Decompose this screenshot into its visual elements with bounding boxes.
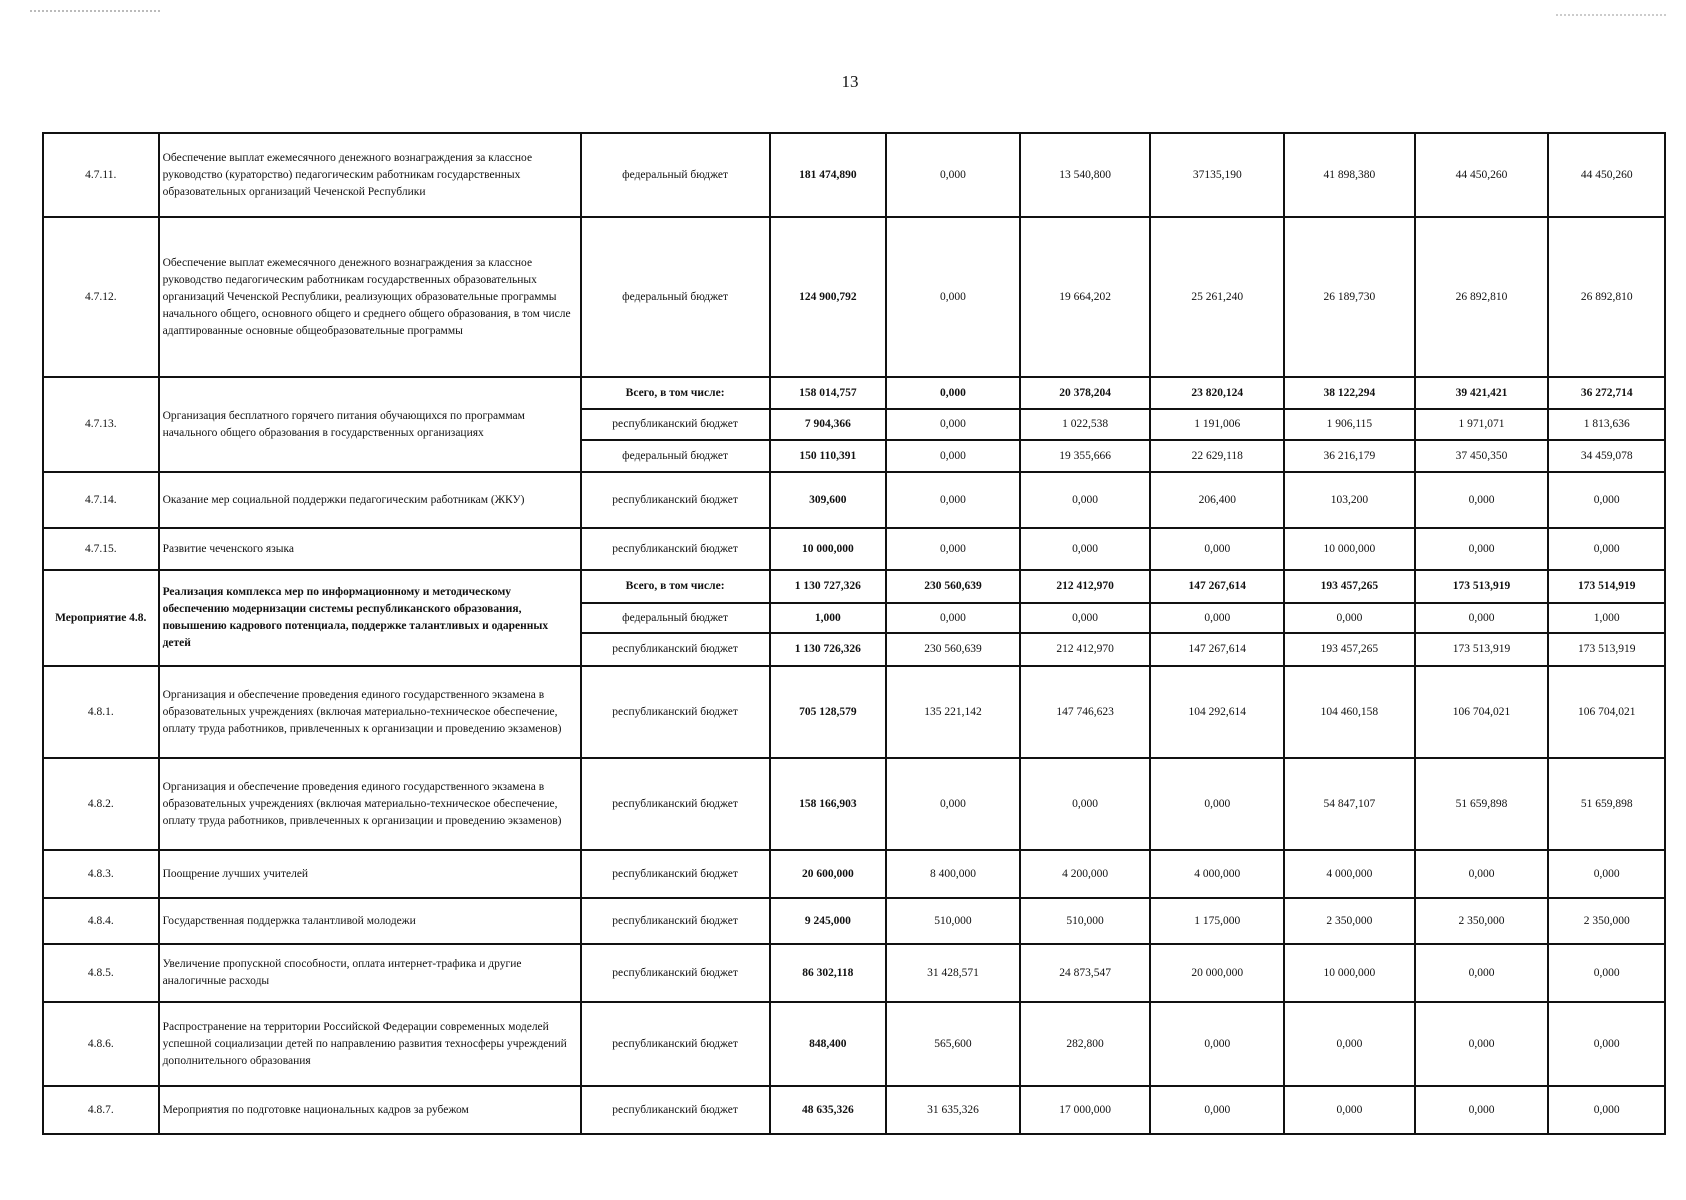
amount-y6: 44 450,260	[1548, 133, 1665, 217]
amount-y4: 10 000,000	[1284, 528, 1415, 570]
amount-y5: 0,000	[1415, 603, 1549, 633]
amount-y2: 282,800	[1020, 1002, 1151, 1086]
amount-y1: 565,600	[886, 1002, 1020, 1086]
amount-y2: 20 378,204	[1020, 377, 1151, 409]
amount-y5: 0,000	[1415, 528, 1549, 570]
activity-name: Развитие чеченского языка	[159, 528, 581, 570]
amount-y3: 0,000	[1150, 758, 1284, 850]
table-row	[43, 1086, 1665, 1134]
amount-y5: 173 513,919	[1415, 570, 1549, 603]
amount-y2: 17 000,000	[1020, 1086, 1151, 1134]
activity-name: Мероприятия по подготовке национальных кадров за рубежом	[159, 1086, 581, 1134]
amount-y4: 1 906,115	[1284, 409, 1415, 440]
table-row	[43, 472, 1665, 528]
activity-code: Мероприятие 4.8.	[43, 570, 159, 666]
amount-y4: 103,200	[1284, 472, 1415, 528]
amount-y1: 0,000	[886, 440, 1020, 472]
amount-y5: 0,000	[1415, 850, 1549, 898]
amount-y5: 0,000	[1415, 472, 1549, 528]
amount-total: 150 110,391	[770, 440, 887, 472]
amount-y2: 212 412,970	[1020, 633, 1151, 666]
funding-source: республиканский бюджет	[581, 666, 770, 758]
amount-total: 848,400	[770, 1002, 887, 1086]
amount-y2: 212 412,970	[1020, 570, 1151, 603]
table-row	[43, 1002, 1665, 1086]
amount-y3: 147 267,614	[1150, 570, 1284, 603]
amount-y3: 37135,190	[1150, 133, 1284, 217]
activity-code: 4.8.2.	[43, 758, 159, 850]
amount-y3: 20 000,000	[1150, 944, 1284, 1002]
table-row	[43, 666, 1665, 758]
amount-y5: 0,000	[1415, 944, 1549, 1002]
amount-y3: 1 175,000	[1150, 898, 1284, 944]
amount-y2: 19 664,202	[1020, 217, 1151, 377]
amount-y6: 2 350,000	[1548, 898, 1665, 944]
amount-y4: 0,000	[1284, 1086, 1415, 1134]
amount-total: 20 600,000	[770, 850, 887, 898]
activity-code: 4.8.1.	[43, 666, 159, 758]
amount-y1: 0,000	[886, 472, 1020, 528]
amount-y6: 51 659,898	[1548, 758, 1665, 850]
table-row	[43, 528, 1665, 570]
amount-y5: 44 450,260	[1415, 133, 1549, 217]
funding-source: федеральный бюджет	[581, 217, 770, 377]
amount-total: 309,600	[770, 472, 887, 528]
activity-code: 4.8.3.	[43, 850, 159, 898]
amount-y4: 41 898,380	[1284, 133, 1415, 217]
amount-y4: 4 000,000	[1284, 850, 1415, 898]
amount-total: 158 014,757	[770, 377, 887, 409]
funding-source: республиканский бюджет	[581, 528, 770, 570]
amount-y6: 0,000	[1548, 1002, 1665, 1086]
table-row	[43, 758, 1665, 850]
amount-y2: 13 540,800	[1020, 133, 1151, 217]
amount-y2: 0,000	[1020, 528, 1151, 570]
amount-y6: 1 813,636	[1548, 409, 1665, 440]
amount-y6: 0,000	[1548, 850, 1665, 898]
scan-artifact-right	[1556, 14, 1666, 18]
amount-y3: 23 820,124	[1150, 377, 1284, 409]
funding-source: республиканский бюджет	[581, 944, 770, 1002]
amount-y4: 26 189,730	[1284, 217, 1415, 377]
amount-y4: 0,000	[1284, 1002, 1415, 1086]
funding-source: республиканский бюджет	[581, 850, 770, 898]
amount-y4: 193 457,265	[1284, 633, 1415, 666]
amount-total: 158 166,903	[770, 758, 887, 850]
amount-total: 1 130 726,326	[770, 633, 887, 666]
table-row	[43, 944, 1665, 1002]
budget-table-body	[43, 133, 1665, 1134]
amount-y1: 31 635,326	[886, 1086, 1020, 1134]
amount-y3: 0,000	[1150, 1086, 1284, 1134]
amount-y6: 173 514,919	[1548, 570, 1665, 603]
amount-y3: 147 267,614	[1150, 633, 1284, 666]
activity-code: 4.8.7.	[43, 1086, 159, 1134]
amount-y4: 2 350,000	[1284, 898, 1415, 944]
amount-y1: 0,000	[886, 133, 1020, 217]
amount-y1: 135 221,142	[886, 666, 1020, 758]
amount-y3: 0,000	[1150, 1002, 1284, 1086]
amount-y4: 54 847,107	[1284, 758, 1415, 850]
amount-y3: 206,400	[1150, 472, 1284, 528]
amount-y5: 51 659,898	[1415, 758, 1549, 850]
activity-name: Государственная поддержка талантливой молодежи	[159, 898, 581, 944]
page-number: 13	[841, 72, 859, 91]
amount-total: 9 245,000	[770, 898, 887, 944]
activity-name: Реализация комплекса мер по информационному и методическому обеспечению модернизации системы республиканского образования, повышению кадрового потенциала, поддержке талантливых и одаренных детей	[159, 570, 581, 666]
amount-y6: 34 459,078	[1548, 440, 1665, 472]
amount-y6: 173 513,919	[1548, 633, 1665, 666]
funding-source: республиканский бюджет	[581, 758, 770, 850]
activity-code: 4.8.4.	[43, 898, 159, 944]
amount-y1: 0,000	[886, 377, 1020, 409]
amount-y2: 147 746,623	[1020, 666, 1151, 758]
amount-y4: 38 122,294	[1284, 377, 1415, 409]
funding-source: федеральный бюджет	[581, 603, 770, 633]
activity-code: 4.8.6.	[43, 1002, 159, 1086]
amount-y6: 106 704,021	[1548, 666, 1665, 758]
amount-y2: 0,000	[1020, 603, 1151, 633]
activity-name: Организация и обеспечение проведения единого государственного экзамена в образовательных учреждениях (включая материально-техническое обеспечение, оплату труда работников, привлеченных к организации и проведению экзаменов)	[159, 666, 581, 758]
amount-y1: 0,000	[886, 409, 1020, 440]
table-row	[43, 898, 1665, 944]
activity-name: Поощрение лучших учителей	[159, 850, 581, 898]
funding-source: Всего, в том числе:	[581, 570, 770, 603]
activity-code: 4.7.13.	[43, 377, 159, 472]
amount-y1: 0,000	[886, 217, 1020, 377]
amount-y3: 25 261,240	[1150, 217, 1284, 377]
amount-y3: 1 191,006	[1150, 409, 1284, 440]
amount-y5: 26 892,810	[1415, 217, 1549, 377]
amount-y3: 0,000	[1150, 603, 1284, 633]
amount-y2: 24 873,547	[1020, 944, 1151, 1002]
activity-code: 4.7.12.	[43, 217, 159, 377]
activity-name: Распространение на территории Российской Федерации современных моделей успешной социализации детей по направлению развития техносферы учреждений дополнительного образования	[159, 1002, 581, 1086]
amount-y4: 10 000,000	[1284, 944, 1415, 1002]
activity-name: Обеспечение выплат ежемесячного денежного вознаграждения за классное руководство (кураторство) педагогическим работникам государственных образовательных организаций Чеченской Республики	[159, 133, 581, 217]
table-row	[43, 570, 1665, 603]
funding-source: федеральный бюджет	[581, 440, 770, 472]
amount-y3: 4 000,000	[1150, 850, 1284, 898]
amount-total: 10 000,000	[770, 528, 887, 570]
activity-name: Организация и обеспечение проведения единого государственного экзамена в образовательных учреждениях (включая материально-техническое обеспечение, оплату труда работников, привлеченных к организации и проведению экзаменов)	[159, 758, 581, 850]
activity-name: Оказание мер социальной поддержки педагогическим работникам (ЖКУ)	[159, 472, 581, 528]
amount-total: 48 635,326	[770, 1086, 887, 1134]
amount-y1: 8 400,000	[886, 850, 1020, 898]
amount-total: 124 900,792	[770, 217, 887, 377]
amount-y5: 0,000	[1415, 1086, 1549, 1134]
scan-artifact-left	[30, 10, 160, 14]
amount-y4: 193 457,265	[1284, 570, 1415, 603]
amount-y5: 39 421,421	[1415, 377, 1549, 409]
funding-source: республиканский бюджет	[581, 633, 770, 666]
amount-y5: 0,000	[1415, 1002, 1549, 1086]
funding-source: федеральный бюджет	[581, 133, 770, 217]
funding-source: республиканский бюджет	[581, 409, 770, 440]
amount-y3: 22 629,118	[1150, 440, 1284, 472]
amount-y6: 1,000	[1548, 603, 1665, 633]
amount-y1: 0,000	[886, 758, 1020, 850]
amount-y1: 230 560,639	[886, 570, 1020, 603]
amount-y2: 19 355,666	[1020, 440, 1151, 472]
amount-y2: 1 022,538	[1020, 409, 1151, 440]
table-row	[43, 133, 1665, 217]
funding-source: республиканский бюджет	[581, 1002, 770, 1086]
amount-y4: 0,000	[1284, 603, 1415, 633]
amount-y6: 0,000	[1548, 1086, 1665, 1134]
amount-total: 7 904,366	[770, 409, 887, 440]
funding-source: республиканский бюджет	[581, 1086, 770, 1134]
amount-y1: 230 560,639	[886, 633, 1020, 666]
amount-y4: 36 216,179	[1284, 440, 1415, 472]
activity-name: Организация бесплатного горячего питания обучающихся по программам начального общего образования в государственных организациях	[159, 377, 581, 472]
activity-name: Обеспечение выплат ежемесячного денежного вознаграждения за классное руководство педагогическим работникам государственных образовательных организаций Чеченской Республики, реализующих образовательные программы начального общего, основного общего и среднего общего образования, в том числе адаптированные основные общеобразовательные программы	[159, 217, 581, 377]
amount-total: 181 474,890	[770, 133, 887, 217]
amount-total: 705 128,579	[770, 666, 887, 758]
amount-y2: 0,000	[1020, 758, 1151, 850]
amount-y4: 104 460,158	[1284, 666, 1415, 758]
amount-y6: 0,000	[1548, 528, 1665, 570]
table-row	[43, 217, 1665, 377]
amount-y6: 0,000	[1548, 472, 1665, 528]
amount-y1: 510,000	[886, 898, 1020, 944]
amount-total: 1 130 727,326	[770, 570, 887, 603]
activity-code: 4.7.15.	[43, 528, 159, 570]
amount-y1: 31 428,571	[886, 944, 1020, 1002]
amount-y3: 0,000	[1150, 528, 1284, 570]
activity-code: 4.8.5.	[43, 944, 159, 1002]
amount-y1: 0,000	[886, 528, 1020, 570]
amount-total: 1,000	[770, 603, 887, 633]
amount-y5: 173 513,919	[1415, 633, 1549, 666]
amount-y5: 37 450,350	[1415, 440, 1549, 472]
activity-code: 4.7.11.	[43, 133, 159, 217]
amount-y5: 106 704,021	[1415, 666, 1549, 758]
amount-y6: 26 892,810	[1548, 217, 1665, 377]
activity-code: 4.7.14.	[43, 472, 159, 528]
amount-total: 86 302,118	[770, 944, 887, 1002]
amount-y3: 104 292,614	[1150, 666, 1284, 758]
amount-y2: 4 200,000	[1020, 850, 1151, 898]
amount-y6: 0,000	[1548, 944, 1665, 1002]
funding-source: республиканский бюджет	[581, 898, 770, 944]
funding-source: Всего, в том числе:	[581, 377, 770, 409]
table-row	[43, 377, 1665, 409]
table-row	[43, 850, 1665, 898]
amount-y5: 1 971,071	[1415, 409, 1549, 440]
amount-y2: 0,000	[1020, 472, 1151, 528]
funding-source: республиканский бюджет	[581, 472, 770, 528]
amount-y2: 510,000	[1020, 898, 1151, 944]
budget-table	[42, 132, 1666, 1135]
amount-y6: 36 272,714	[1548, 377, 1665, 409]
amount-y1: 0,000	[886, 603, 1020, 633]
amount-y5: 2 350,000	[1415, 898, 1549, 944]
activity-name: Увеличение пропускной способности, оплата интернет-трафика и другие аналогичные расходы	[159, 944, 581, 1002]
